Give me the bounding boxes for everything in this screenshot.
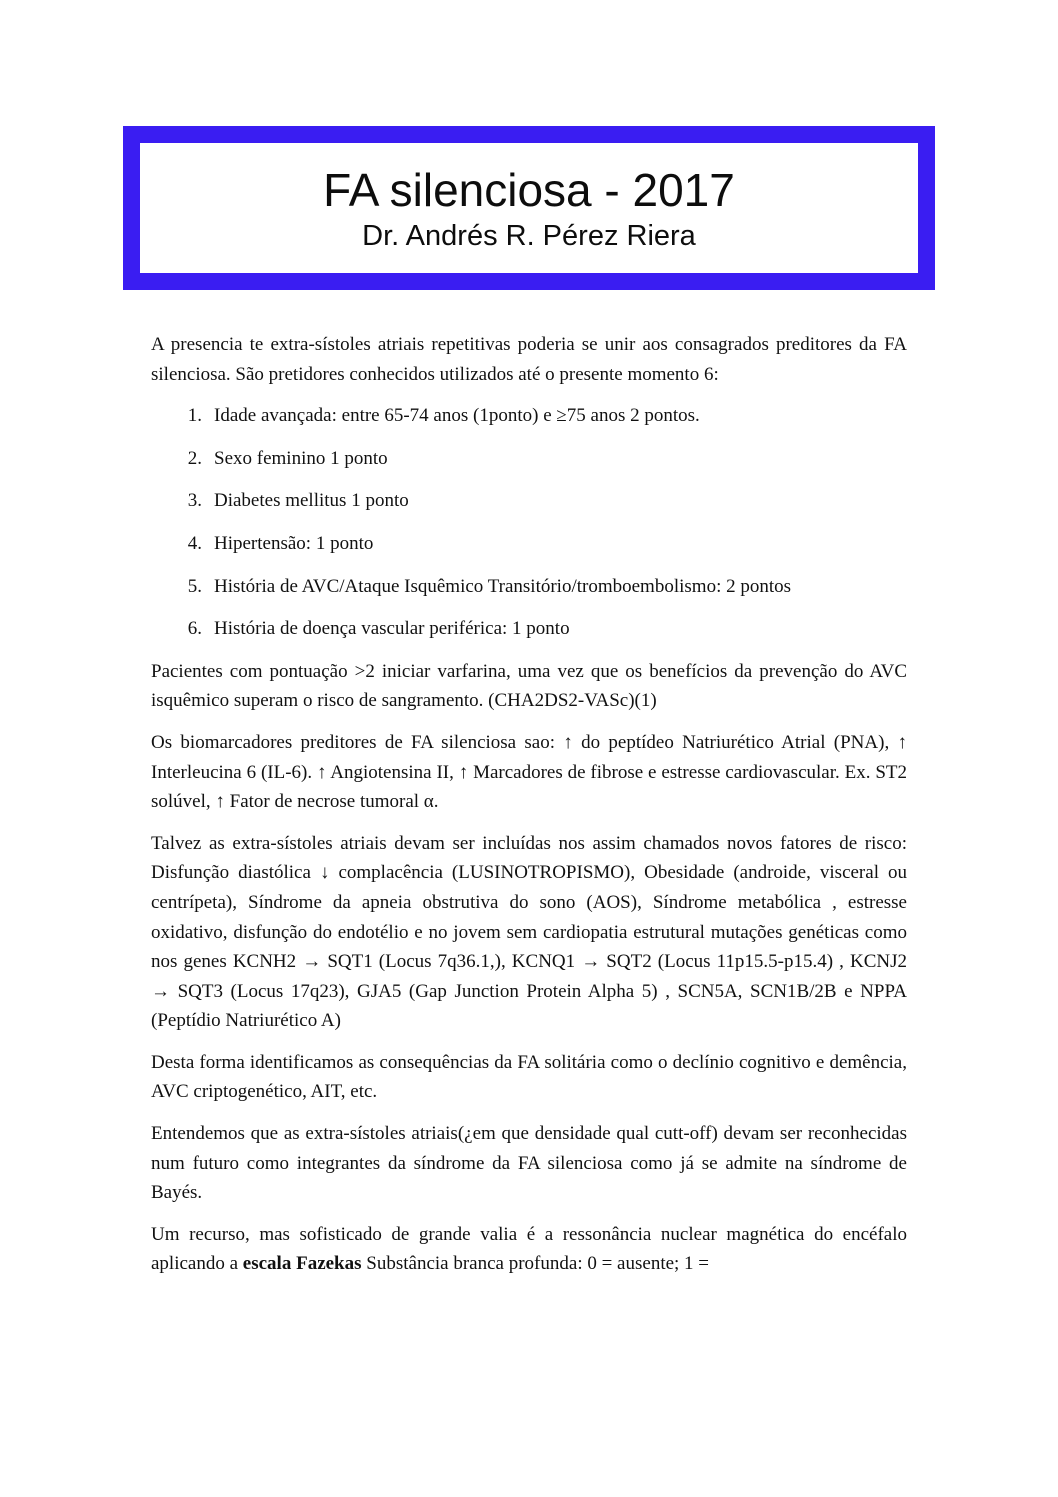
fazekas-scale-term: escala Fazekas xyxy=(242,1253,362,1275)
list-item-text: Hipertensão: 1 ponto xyxy=(214,532,374,554)
document-title: FA silenciosa - 2017 xyxy=(323,164,735,216)
consequences-paragraph: Desta forma identificamos as consequências da FA solitária como o declínio cognitivo e demência, AVC criptogenético, AIT, etc. xyxy=(151,1051,907,1103)
list-item-number: 2. xyxy=(187,447,202,469)
list-item xyxy=(151,572,907,602)
biomarkers-paragraph: Os biomarcadores preditores de FA silenciosa sao: ↑ do peptídeo Natriurético Atrial (PNA), ↑ Interleucina 6 (IL-6). ↑ Angiotensina II, ↑ Marcadores de fibrose e estresse cardiovascular. Ex. ST2 solúvel, ↑ Fator de necrose tumoral α. xyxy=(151,731,907,813)
document-author: Dr. Andrés R. Pérez Riera xyxy=(362,220,696,252)
extrasystoles-paragraph: Entendemos que as extra-sístoles atriais(¿em que densidade qual cutt-off) devam ser reconhecidas num futuro como integrantes da síndrome da FA silenciosa como já se admite na síndrome de Bayés. xyxy=(151,1123,907,1204)
document-body xyxy=(151,330,907,1291)
list-item-text: História de doença vascular periférica: 1 ponto xyxy=(214,618,570,640)
predictor-list xyxy=(151,401,907,644)
list-item-number: 1. xyxy=(187,405,202,427)
intro-paragraph: A presencia te extra-sístoles atriais repetitivas poderia se unir aos consagrados preditores da FA silenciosa. São pretidores conhecidos utilizados até o presente momento 6: xyxy=(151,334,907,385)
list-item-number: 5. xyxy=(187,575,202,597)
list-item-text: História de AVC/Ataque Isquêmico Transitório/tromboembolismo: 2 pontos xyxy=(214,575,792,597)
list-item-number: 3. xyxy=(187,490,202,512)
mri-text-end: Substância branca profunda: 0 = ausente; 1 = xyxy=(361,1253,710,1275)
list-item xyxy=(151,444,907,474)
title-box xyxy=(123,126,935,290)
mri-paragraph xyxy=(151,1220,907,1279)
risk-factors-paragraph: Talvez as extra-sístoles atriais devam ser incluídas nos assim chamados novos fatores de risco: Disfunção diastólica ↓ complacência (LUSINOTROPISMO), Obesidade (androide, visceral ou centrípeta), Síndrome da apneia obstrutiva do sono (AOS), Síndrome metabólica , estresse oxidativo, disfunção do endotélio e no jovem sem cardiopatia estrutural mutações genéticas como nos genes KCNH2 → SQT1 (Locus 7q36.1,), KCNQ1 → SQT2 (Locus 11p15.5-p15.4) , KCNJ2 → SQT3 (Locus 17q23), GJA5 (Gap Junction Protein Alpha 5) , SCN5A, SCN1B/2B e NPPA (Peptídio Natriurético A) xyxy=(151,832,907,1032)
list-item xyxy=(151,401,907,431)
list-item xyxy=(151,614,907,644)
list-item-text: Sexo feminino 1 ponto xyxy=(214,447,388,469)
list-item-text: Idade avançada: entre 65-74 anos (1ponto) e ≥75 anos 2 pontos. xyxy=(214,405,700,427)
warfarin-paragraph: Pacientes com pontuação >2 iniciar varfarina, uma vez que os benefícios da prevenção do AVC isquêmico superam o risco de sangramento. (CHA2DS2-VASc)(1) xyxy=(151,660,907,712)
list-item xyxy=(151,486,907,516)
mri-text-start: Um recurso, mas sofisticado de grande valia é a ressonância nuclear magnética do encéfalo aplicando a xyxy=(151,1223,907,1275)
list-item-number: 6. xyxy=(187,618,202,640)
list-item-number: 4. xyxy=(187,532,202,554)
list-item xyxy=(151,529,907,559)
list-item-text: Diabetes mellitus 1 ponto xyxy=(214,490,409,512)
